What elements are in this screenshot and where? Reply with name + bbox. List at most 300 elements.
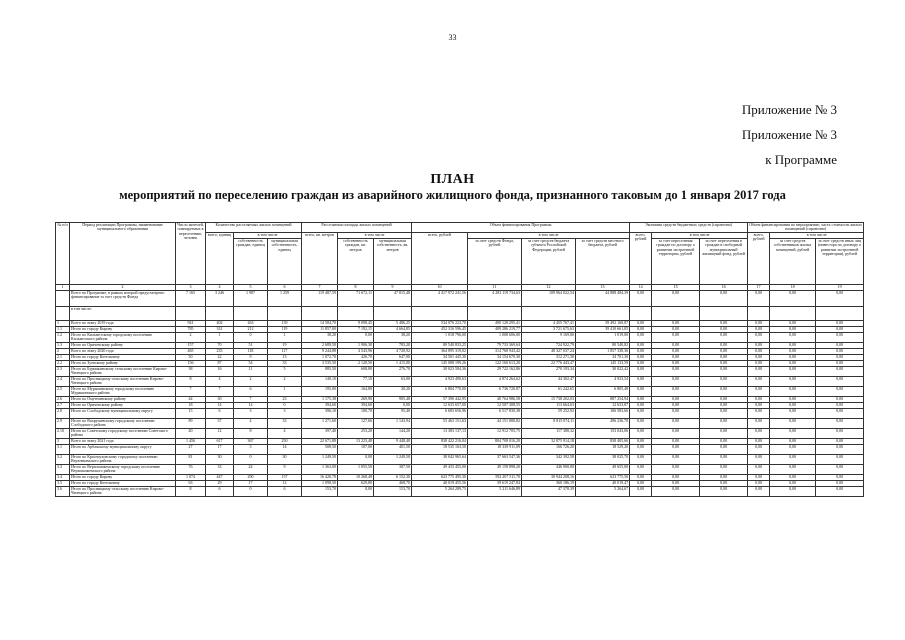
table-cell: 465 (176, 348, 206, 354)
table-cell: 360 186,19 (522, 480, 576, 486)
table-cell: 0,00 (652, 402, 700, 408)
table-cell: 6 152,30 (374, 474, 412, 480)
table-cell: 27 (176, 444, 206, 454)
table-cell: 12 507 308,55 (468, 402, 522, 408)
table-cell: 1 456 (176, 438, 206, 444)
row-name-cell: Итого по городу Кирову (70, 474, 176, 480)
table-cell: 12 (268, 480, 302, 486)
row-name-cell: Всего по этапу 2020 года (70, 348, 176, 354)
table-cell: 331 (206, 326, 234, 332)
table-cell: 8 (234, 428, 268, 438)
table-cell: 0,00 (630, 290, 652, 306)
table-cell: 0,00 (630, 408, 652, 418)
table-cell: 0,00 (816, 454, 864, 464)
table-cell: 0,00 (770, 386, 816, 396)
table-cell: 1 072,70 (302, 354, 338, 360)
document-subtitle: мероприятий по переселению граждан из аварийного жилищного фонда, признанного таковым до 1 января 2017 года (119, 188, 786, 202)
table-cell: 1 055,50 (338, 464, 374, 474)
table-cell: 0,00 (816, 486, 864, 496)
table-cell: 0,00 (652, 428, 700, 438)
table-cell: 2 (176, 332, 206, 342)
table-cell: 0,00 (700, 360, 748, 366)
table-cell: 0,00 (748, 348, 770, 354)
table-cell: 3 (268, 408, 302, 418)
table-cell: 12 (206, 428, 234, 438)
table-cell: 0,00 (816, 386, 864, 396)
table-cell: 15 738 202,03 (522, 396, 576, 402)
header-finance-including: в том числе (468, 232, 630, 238)
table-cell: 4 455 767,41 (522, 320, 576, 326)
table-cell: 18 (176, 402, 206, 408)
table-cell: 119 (268, 326, 302, 332)
table-cell: 1 415,00 (374, 360, 412, 366)
row-name-cell: Всего по этапу 2019 года (70, 320, 176, 326)
table-cell: 0,00 (630, 342, 652, 348)
row-number-cell: 2.2 (56, 360, 70, 366)
table-cell: 4 (206, 376, 234, 386)
table-cell (302, 306, 338, 320)
row-number-cell: 1.1 (56, 326, 70, 332)
table-cell: 1 249,50 (302, 454, 338, 464)
header-group-area: Расселяемая площадь жилых помещений (302, 223, 412, 233)
row-name-cell: Итого по Кильмезскому городскому поселению Кильмезского района (70, 332, 176, 342)
table-cell: 17 (206, 444, 234, 454)
table-cell: 0,00 (748, 354, 770, 360)
table-cell: 452 316 596,45 (412, 326, 468, 332)
table-cell: 0,00 (700, 428, 748, 438)
table-cell: 33 (206, 464, 234, 474)
table-cell: 0,00 (770, 474, 816, 480)
page-number: 33 (448, 33, 457, 42)
table-cell: 79 733 369,64 (468, 342, 522, 348)
row-number-cell: 2.9 (56, 418, 70, 428)
row-number-cell: 3.1 (56, 444, 70, 454)
row-name-cell: Итого по городу Котельничу (70, 354, 176, 360)
table-cell: 4 923 490,63 (412, 376, 468, 386)
header-fin-local: за счет средств местного бюджета, рублей (576, 238, 630, 284)
table-cell: 6 (268, 486, 302, 496)
appendix-line-3: к Программе (765, 152, 837, 167)
header-rooms-including: в том числе (234, 232, 302, 238)
table-cell: 0,00 (816, 474, 864, 480)
header-col-people: Число жителей, планируемых к переселению, человек (176, 223, 206, 285)
table-cell: 0,00 (816, 354, 864, 360)
table-cell: 623 775 495,30 (412, 474, 468, 480)
table-cell: 409 286 219,77 (468, 326, 522, 332)
table-row (56, 454, 864, 464)
header-ext-investors: за счет средств иных лиц (инвестора по договору о развитии застроенной территории), рублей (816, 238, 864, 284)
table-cell: 9 448,40 (374, 438, 412, 444)
table-cell: 0,00 (700, 402, 748, 408)
row-name-cell: Итого по Верхошижемскому городскому поселению Верхошижемского района (70, 464, 176, 474)
table-cell: 6 736 720,87 (468, 386, 522, 396)
table-cell: 1 259 (268, 290, 302, 306)
table-cell: 0,00 (748, 396, 770, 402)
table-cell: 80 540 833,25 (412, 342, 468, 348)
table-cell (268, 306, 302, 320)
table-cell: 3 721 675,63 (522, 326, 576, 332)
table-cell: 0,00 (770, 464, 816, 474)
table-cell: 30 (206, 396, 234, 402)
table-cell: 95,40 (374, 408, 412, 418)
col-number: 3 (176, 284, 206, 290)
col-number: 5 (234, 284, 268, 290)
table-cell: 14 (206, 402, 234, 408)
table-cell: 39 410 661,05 (576, 326, 630, 332)
table-cell: 4 543,96 (338, 348, 374, 354)
table-cell: 6 (206, 408, 234, 418)
table-cell: 0,00 (630, 376, 652, 386)
table-cell: 12 633,87 (576, 402, 630, 408)
table-cell: 0,00 (748, 480, 770, 486)
row-name-cell: Итого по Красноуховскому городскому поселению Верхнекамского района (70, 454, 176, 464)
table-cell: 6 804 770,00 (412, 386, 468, 396)
table-cell: 0,00 (770, 428, 816, 438)
table-cell: 164,80 (338, 386, 374, 396)
table-cell: 44 151 880,82 (468, 418, 522, 428)
table-cell: 312 271,30 (522, 354, 576, 360)
table-cell: 496 236,70 (576, 418, 630, 428)
table-cell: 8 (176, 376, 206, 386)
col-number: 1 (56, 284, 70, 290)
table-cell: 0,00 (630, 418, 652, 428)
table-cell: 6 805,48 (576, 386, 630, 396)
table-cell: 7 165 (176, 290, 206, 306)
table-cell: 724 922,79 (522, 342, 576, 348)
table-cell: 0,00 (770, 376, 816, 386)
row-name-cell: в том числе: (70, 306, 176, 320)
row-number-cell: 1.2 (56, 332, 70, 342)
table-cell: 47 378,39 (522, 486, 576, 496)
table-cell: 0,00 (652, 342, 700, 348)
table-cell: 157 (176, 342, 206, 348)
table-cell: 89 (176, 418, 206, 428)
table-cell (652, 306, 700, 320)
table-cell: 0,00 (770, 486, 816, 496)
table-cell: 0,00 (816, 480, 864, 486)
table-cell: 508,50 (302, 444, 338, 454)
col-number: 4 (206, 284, 234, 290)
table-cell: 5 264 289,75 (412, 486, 468, 496)
table-cell: 38 042 965,64 (412, 454, 468, 464)
table-cell: 6 (206, 486, 234, 496)
table-cell: 0,00 (630, 386, 652, 396)
table-cell (374, 306, 412, 320)
table-cell: 0,00 (816, 348, 864, 354)
table-cell: 0,00 (630, 464, 652, 474)
table-cell: 0,00 (748, 366, 770, 376)
header-area-total: всего, кв. метров (302, 232, 338, 284)
row-number-cell: 2.10 (56, 428, 70, 438)
table-cell: 2 120,50 (338, 360, 374, 366)
table-cell: 0,00 (700, 326, 748, 332)
table-cell: 77,10 (338, 376, 374, 386)
table-cell: 0,00 (700, 454, 748, 464)
table-cell: 617 (206, 438, 234, 444)
table-cell: 0,00 (816, 396, 864, 402)
table-cell: 18 529,20 (576, 444, 630, 454)
table-cell: 49 158 898,20 (468, 464, 522, 474)
header-group-rooms: Количество расселяемых жилых помещений (206, 223, 302, 233)
table-cell: 3 (234, 444, 268, 454)
appendix-line-2: Приложение № 3 (741, 127, 837, 142)
table-cell: 39 492 160,87 (576, 320, 630, 326)
table-cell: 0,00 (700, 444, 748, 454)
table-cell: 1 008 606,00 (468, 332, 522, 342)
table-cell: 76 (176, 464, 206, 474)
table-cell: 4 923,54 (576, 376, 630, 386)
header-group-extra: Объем финансирования по мероприятию, часть стоимости жилых помещений (справочно) (749, 222, 862, 232)
table-cell: 0,00 (748, 444, 770, 454)
row-name-cell: Всего по Программе, в рамках которой предусмотрено финансирование за счет средств Фонда (70, 290, 176, 306)
table-cell: 394,60 (302, 402, 338, 408)
table-cell: 0,00 (630, 480, 652, 486)
header-col-name: Период реализации Программы, наименование муниципального образования (70, 223, 176, 285)
table-cell: 30,20 (374, 386, 412, 396)
table-cell: 0,00 (700, 376, 748, 386)
header-area-municipal: муниципальная собственность, кв. метров (374, 238, 412, 284)
table-cell: 0,00 (700, 332, 748, 342)
table-cell: 127,66 (338, 418, 374, 428)
table-cell: 0,00 (816, 360, 864, 366)
table-cell: 0 (234, 332, 268, 342)
table-cell: 144,20 (374, 428, 412, 438)
table-cell: 4 664,85 (374, 326, 412, 332)
table-cell: 4 (268, 428, 302, 438)
table-row (56, 386, 864, 396)
row-name-cell: Итого по Зуевскому району (70, 360, 176, 366)
row-name-cell: Итого по городу Кирову (70, 326, 176, 332)
table-cell: 647,00 (374, 354, 412, 360)
table-cell: 48 327 037,24 (522, 348, 576, 354)
table-cell: 1 019,00 (576, 332, 630, 342)
table-cell: 0,00 (748, 438, 770, 444)
table-cell: 804 708 016,20 (468, 438, 522, 444)
table-cell: 0,00 (652, 486, 700, 496)
header-savings-including: в том числе (652, 232, 748, 238)
table-cell: 100,70 (338, 408, 374, 418)
table-cell: 1 (268, 386, 302, 396)
table-cell: 39 619 247,84 (468, 480, 522, 486)
table-cell: 783,20 (374, 342, 412, 348)
table-cell: 0,00 (748, 342, 770, 348)
table-cell: 117 388,32 (522, 428, 576, 438)
table-row (56, 306, 864, 320)
table-cell: 0,00 (770, 408, 816, 418)
table-cell: 394,60 (338, 402, 374, 408)
table-cell: 0,00 (748, 332, 770, 342)
table-cell: 0,00 (816, 444, 864, 454)
table-cell (700, 306, 748, 320)
table-cell: 139 (268, 320, 302, 326)
table-cell: 59 252,92 (522, 408, 576, 418)
table-cell: 0,00 (770, 418, 816, 428)
table-cell: 426,70 (338, 354, 374, 360)
table-cell: 0,00 (770, 360, 816, 366)
table-cell: 29 722 162,86 (468, 366, 522, 376)
table-cell: 50 (176, 354, 206, 360)
table-cell: 0,00 (338, 332, 374, 342)
row-name-cell: Итого по Просницкому сельскому поселению Кирово-Чепецкого района (70, 486, 176, 496)
table-cell: 15 (176, 408, 206, 418)
table-cell (338, 306, 374, 320)
header-rooms-municipal: муниципальная собственность, единиц (268, 238, 302, 284)
table-cell: 44 888 484,39 (576, 290, 630, 306)
table-cell: 7 (206, 386, 234, 396)
header-rooms-owners: собственность граждан, единиц (234, 238, 268, 284)
table-cell: 0,00 (816, 326, 864, 332)
table-cell: 887 254,94 (576, 396, 630, 402)
table-cell: 166 726,20 (522, 444, 576, 454)
table-cell: 61 242,65 (522, 386, 576, 396)
table-cell: 1 363,00 (302, 464, 338, 474)
table-cell: 119 487,59 (302, 290, 338, 306)
table-cell: 0,00 (770, 332, 816, 342)
header-sav-development: за счет переселения граждан по договору о развитии застроенной территории, рублей (652, 238, 700, 284)
table-cell (412, 306, 468, 320)
header-finance-total: всего, рублей (412, 232, 468, 284)
appendix-line-1: Приложение № 3 (741, 102, 837, 117)
row-name-cell: Итого по Советскому городскому поселению Советского района (70, 428, 176, 438)
table-cell: 63,00 (374, 376, 412, 386)
table-cell: 38 025,70 (576, 454, 630, 464)
table-cell: 53 463 151,63 (412, 418, 468, 428)
table-cell: 269,90 (338, 396, 374, 402)
table-cell: 307,50 (374, 464, 412, 474)
row-number-cell: 3.4 (56, 474, 70, 480)
table-cell: 1 987 (234, 290, 268, 306)
table-row (56, 464, 864, 474)
table-cell: 0,00 (700, 480, 748, 486)
table-cell: 1 098,50 (302, 480, 338, 486)
table-cell: 57 390 442,95 (412, 396, 468, 402)
table-cell: 263 (234, 320, 268, 326)
table-cell: 0,00 (652, 348, 700, 354)
table-cell: 7 (176, 386, 206, 396)
table-cell: 71 672,11 (338, 290, 374, 306)
col-number: 6 (268, 284, 302, 290)
header-group-savings: Экономия средств бюджетных средств (справочно) (630, 223, 748, 233)
table-cell: 0,00 (630, 428, 652, 438)
table-cell: 0 (234, 486, 268, 496)
table-cell: 7 192,15 (338, 326, 374, 332)
table-cell: 16 420,78 (302, 474, 338, 480)
table-cell: 629,80 (338, 480, 374, 486)
table-cell: 0,00 (652, 320, 700, 326)
table-cell: 0,00 (700, 408, 748, 418)
header-extra-total: всего, рублей (748, 232, 770, 284)
table-cell: 40 764 986,58 (468, 396, 522, 402)
header-area-owners: собственность граждан, кв. метров (338, 238, 374, 284)
table-cell: 37 663 547,36 (468, 454, 522, 464)
table-cell: 0 (268, 402, 302, 408)
table-cell: 5 486,25 (374, 320, 412, 326)
table-cell: 0,00 (652, 464, 700, 474)
table-cell: 0,00 (630, 360, 652, 366)
table-cell: 5 264,67 (576, 486, 630, 496)
table-cell: 2 (234, 376, 268, 386)
table-cell: 0,00 (748, 474, 770, 480)
table-cell: 153,70 (374, 486, 412, 496)
table-cell: 22 671,88 (302, 438, 338, 444)
table-row (56, 444, 864, 454)
table-cell: 33 (268, 360, 302, 366)
table-cell: 0,00 (630, 444, 652, 454)
table-cell: 0,00 (770, 320, 816, 326)
table-cell: 0,00 (652, 408, 700, 418)
table-cell: 0,00 (816, 290, 864, 306)
table-cell: 250 (268, 438, 302, 444)
table-cell: 13 223,48 (338, 438, 374, 444)
table-row (56, 428, 864, 438)
table-cell: 30 (268, 454, 302, 464)
table-cell: 0,00 (700, 290, 748, 306)
table-cell: 1 143,94 (374, 418, 412, 428)
table-cell: 34 154 670,30 (468, 354, 522, 360)
table-cell: 40 (176, 428, 206, 438)
table-cell: 0,00 (770, 396, 816, 402)
document-title: ПЛАН (430, 172, 475, 187)
table-cell: 18 339 911,09 (468, 444, 522, 454)
table-cell: 10 268,48 (338, 474, 374, 480)
row-number-cell: 3.6 (56, 486, 70, 496)
header-col-no: № п/п (56, 223, 70, 285)
table-cell: 0,00 (816, 342, 864, 348)
row-number-cell: 2 (56, 348, 70, 354)
col-number: 11 (468, 284, 522, 290)
table-cell: 0,00 (816, 408, 864, 418)
table-cell: 0,00 (748, 408, 770, 418)
table-cell: 4 283 119 734,63 (468, 290, 522, 306)
table-cell: 905,48 (374, 396, 412, 402)
table-cell (468, 306, 522, 320)
col-number: 19 (816, 284, 864, 290)
table-cell: 838 422 216,04 (412, 438, 468, 444)
table-cell: 49 433 455,00 (412, 464, 468, 474)
table-row (56, 290, 864, 306)
table-cell: 447 (206, 474, 234, 480)
table-cell: 8 (176, 486, 206, 496)
table-cell: 30 022,42 (576, 366, 630, 376)
table-cell: 0,00 (338, 486, 374, 496)
table-cell: 4 720,92 (374, 348, 412, 354)
header-group-finance: Объем финансирования Программы (412, 223, 630, 233)
table-cell: 0,00 (748, 326, 770, 332)
table-cell: 153,70 (302, 486, 338, 496)
table-cell: 14 584,70 (302, 320, 338, 326)
table-cell: 0,00 (816, 366, 864, 376)
table-cell: 4 874 264,62 (468, 376, 522, 386)
table-cell: 1 906,30 (338, 342, 374, 348)
table-cell: 0,00 (630, 320, 652, 326)
table-cell: 4 (234, 418, 268, 428)
table-cell: 1 (268, 332, 302, 342)
col-number: 8 (338, 284, 374, 290)
table-cell: 11 (234, 366, 268, 376)
table-cell: 1 074 (176, 474, 206, 480)
table-cell: 12 912 705,75 (468, 428, 522, 438)
table-cell: 34 501 445,30 (412, 354, 468, 360)
table-cell: 8 815 074,11 (522, 418, 576, 428)
table-cell: 0,00 (652, 438, 700, 444)
table-cell: 30 (206, 454, 234, 464)
table-cell: 3 535,50 (302, 360, 338, 366)
table-cell: 38,20 (374, 332, 412, 342)
table-cell: 30 944 208,16 (522, 474, 576, 480)
table-cell: 6 (234, 386, 268, 396)
table-cell: 109 964 022,54 (522, 290, 576, 306)
table-row (56, 418, 864, 428)
